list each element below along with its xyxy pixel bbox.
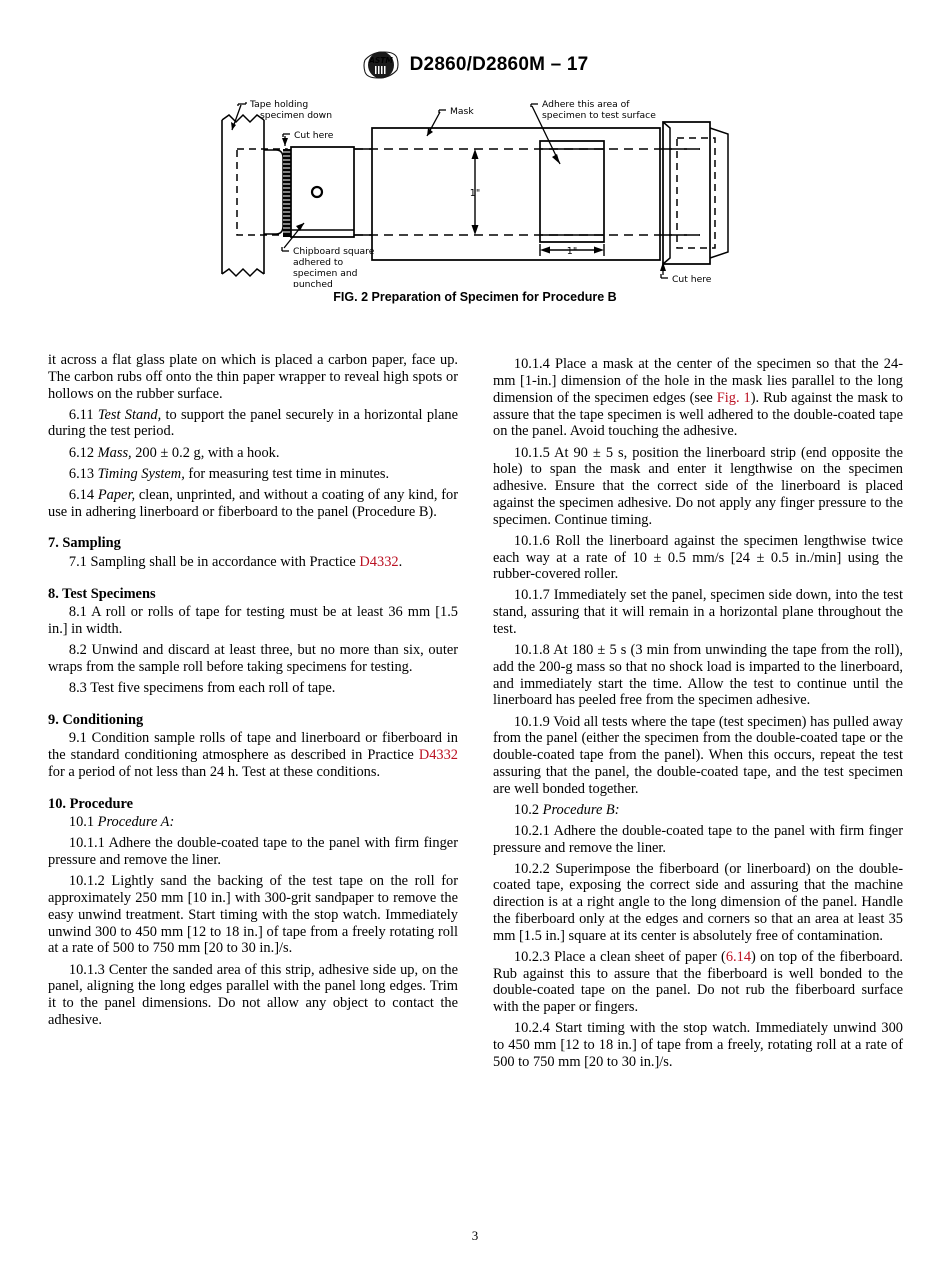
paragraph-10-1-4 <box>493 356 903 440</box>
clause-body-9-1-pre: 9.1 Condition sample rolls of tape and linerboard or fiberboard in the standard conditioning atmosphere as described in Practice <box>48 730 458 764</box>
clause-body-10-2-3-post: ) on top of the fiberboard. Rub against this to assure that the fiberboard is well bonded to the double-coated tape on the panel. Do not rub the fiberboard surface with the paper or fingers. <box>493 948 903 1016</box>
cross-reference-link-d4332-2[interactable]: D4332 <box>418 747 458 764</box>
clause-body-10-1-4-post: ). Rub against the mask to assure that the tape specimen is well adhered to the double-coated tape on the panel. Avoid touching the adhesive. <box>493 389 904 440</box>
paragraph-10-2-2: 10.2.2 Superimpose the fiberboard (or linerboard) on the double-coated tape, exposing the correct side and assuring that the machine direction is at a right angle to the long dimension of the panel. Handle the fiberboard only at the edges and corners so that an area at least 35 mm [1.5 in.] square at its center is absolutely free of contamination. <box>493 860 903 944</box>
clause-number-6-11: 6.11 <box>68 406 98 423</box>
figure-dimension-horizontal: 1" <box>566 246 578 257</box>
paragraph-10-1-1: 10.1.1 Adhere the double-coated tape to the panel with firm finger pressure and remove the liner. <box>48 835 458 869</box>
clause-number-10-2: 10.2 <box>513 801 543 818</box>
figure-label-chipboard-line3: specimen and <box>293 268 358 279</box>
clause-title-6-12: Mass, <box>97 444 132 461</box>
svg-text:ASTM: ASTM <box>368 56 393 65</box>
figure-label-chipboard-line4: punched <box>293 279 333 287</box>
clause-body-6-11: to support the panel securely in a horizontal plane during the test period. <box>48 406 458 440</box>
document-designation: D2860/D2860M – 17 <box>409 54 589 75</box>
paragraph-10-2-3 <box>493 949 903 1016</box>
cross-reference-link-d4332[interactable]: D4332 <box>359 553 399 570</box>
figure-label-chipboard-line1: Chipboard square <box>293 246 375 257</box>
right-column <box>493 352 903 1071</box>
cross-reference-link-6-14[interactable]: 6.14 <box>725 948 752 965</box>
clause-body-7-1-post: . <box>398 553 403 570</box>
section-heading-7: 7. Sampling <box>48 535 121 552</box>
page-number: 3 <box>471 1228 479 1243</box>
figure-label-cut-here-left: Cut here <box>294 130 334 141</box>
paragraph-8-1: 8.1 A roll or rolls of tape for testing must be at least 36 mm [1.5 in.] in width. <box>48 604 458 638</box>
clause-number-6-14: 6.14 <box>68 486 98 503</box>
clause-title-6-11: Test Stand, <box>97 406 162 423</box>
paragraph-10-1-3: 10.1.3 Center the sanded area of this strip, adhesive side up, on the panel, aligning the long edges parallel with the panel long edges. Trim it to the panel dimensions. Do not allow any object to contact the adhesive. <box>48 961 458 1028</box>
figure-label-cut-here-right: Cut here <box>672 274 712 285</box>
section-heading-8: 8. Test Specimens <box>48 585 156 602</box>
clause-body-6-14: clean, unprinted, and without a coating of any kind, for use in adhering linerboard or fiberboard to the panel (Procedure B). <box>48 486 459 520</box>
astm-logo-icon <box>362 50 400 80</box>
paragraph-10-1-2: 10.1.2 Lightly sand the backing of the test tape on the roll for approximately 250 mm [10 in.] with 300-grit sandpaper to remove the easy unwind treatment. Start timing with the stop watch. Immediately unwind 300 to 450 mm [12 to 18 in.] of tape from a freely rotating roll at a rate of 500 to 750 mm [20 to 30 in.]/s. <box>48 873 458 957</box>
paragraph-6-11 <box>48 407 458 441</box>
clause-body-10-1-4-pre: 10.1.4 Place a mask at the center of the specimen so that the 24-mm [1-in.] dimension of the hole in the mask lies parallel to the long dimension of the specimen edges (see <box>493 356 903 406</box>
paragraph-8-3: 8.3 Test five specimens from each roll of tape. <box>68 680 336 697</box>
figure-dimension-vertical: 1" <box>469 188 481 199</box>
section-heading-10: 10. Procedure <box>48 795 133 812</box>
paragraph-10-2 <box>493 802 903 819</box>
clause-number-10-1: 10.1 <box>68 814 98 831</box>
left-column <box>48 352 458 1071</box>
clause-body-7-1-pre: 7.1 Sampling shall be in accordance with Practice <box>68 553 360 570</box>
figure-label-adhere-line1: Adhere this area of <box>542 99 630 110</box>
specimen-preparation-diagram <box>0 92 950 287</box>
figure-2-drawing <box>0 92 950 287</box>
figure-label-mask: Mask <box>450 106 474 117</box>
paragraph-10-2-1: 10.2.1 Adhere the double-coated tape to the panel with firm finger pressure and remove the liner. <box>493 822 903 856</box>
clause-body-9-1-post: for a period of not less than 24 h. Test at these conditions. <box>48 763 381 780</box>
figure-2-block <box>0 92 950 304</box>
clause-number-6-13: 6.13 <box>68 465 98 482</box>
clause-body-6-13: for measuring test time in minutes. <box>184 465 390 482</box>
clause-body-10-2-3-pre: 10.2.3 Place a clean sheet of paper ( <box>513 948 726 965</box>
paragraph-10-1-7: 10.1.7 Immediately set the panel, specimen side down, into the test stand, assuring that it will remain in a horizontal plane throughout the test. <box>493 587 903 637</box>
paragraph-6-13 <box>48 466 458 483</box>
paragraph-10-1 <box>48 814 458 831</box>
paragraph-10-1-5: 10.1.5 At 90 ± 5 s, position the linerboard strip (end opposite the hole) to span the mask and enter it lengthwise on the specimen adhesive. Ensure that the correct side of the linerboard is placed against the specimen adhesive. Do not apply any finger pressure to the specimen. Continue timing. <box>493 444 903 528</box>
cross-reference-link-fig-1[interactable]: Fig. 1 <box>716 389 751 406</box>
clause-number-6-12: 6.12 <box>68 444 98 461</box>
figure-label-tape-holding-line2: specimen down <box>260 110 333 121</box>
body-columns <box>48 352 903 1071</box>
clause-title-10-2: Procedure B: <box>542 801 620 818</box>
figure-label-tape-holding-line1: Tape holding <box>250 99 309 110</box>
paragraph-7-1 <box>48 554 458 571</box>
paragraph-9-1 <box>48 730 458 780</box>
clause-title-10-1: Procedure A: <box>97 814 175 831</box>
figure-2-caption: FIG. 2 Preparation of Specimen for Procedure B <box>333 290 617 304</box>
figure-label-adhere-line2: specimen to test surface <box>542 110 656 121</box>
section-heading-9: 9. Conditioning <box>48 711 144 728</box>
clause-title-6-13: Timing System, <box>97 465 185 482</box>
paragraph-10-1-9: 10.1.9 Void all tests where the tape (test specimen) has pulled away from the panel (either the specimen from the double-coated tape or the double-coated tape from the panel). When this occurs, repeat the test assuring that the panel, the double-coated tape, and the test specimen are well bonded together. <box>493 713 903 797</box>
paragraph-10-2-4: 10.2.4 Start timing with the stop watch. Immediately unwind 300 to 450 mm [12 to 18 in.] of tape from a freely, rotating roll at a rate of 500 to 750 mm [20 to 30 in.]/s. <box>493 1020 903 1070</box>
clause-body-6-12: 200 ± 0.2 g, with a hook. <box>131 444 280 461</box>
figure-label-chipboard-line2: adhered to <box>293 257 344 268</box>
clause-title-6-14: Paper, <box>97 486 136 503</box>
paragraph-6-14 <box>48 487 458 521</box>
paragraph-10-1-8: 10.1.8 At 180 ± 5 s (3 min from unwinding the tape from the roll), add the 200-g mass so that no shock load is imparted to the linerboard, and immediately start the time. Allow the test to continue until the linerboard has peeled free from the specimen adhesive. <box>493 642 903 709</box>
document-header <box>0 50 950 80</box>
paragraph-8-2: 8.2 Unwind and discard at least three, but no more than six, outer wraps from the sample roll before taking specimens for testing. <box>48 642 458 675</box>
paragraph-10-1-6: 10.1.6 Roll the linerboard against the specimen lengthwise twice each way at a rate of 10 ± 0.5 mm/s [24 ± 0.5 in./min] using the rubber-covered roller. <box>493 532 903 583</box>
paragraph-carbon-continued: it across a flat glass plate on which is placed a carbon paper, face up. The carbon rubs off onto the thin paper wrapper to reveal high spots or hollows on the rubber surface. <box>48 352 458 402</box>
paragraph-6-12 <box>48 445 458 462</box>
